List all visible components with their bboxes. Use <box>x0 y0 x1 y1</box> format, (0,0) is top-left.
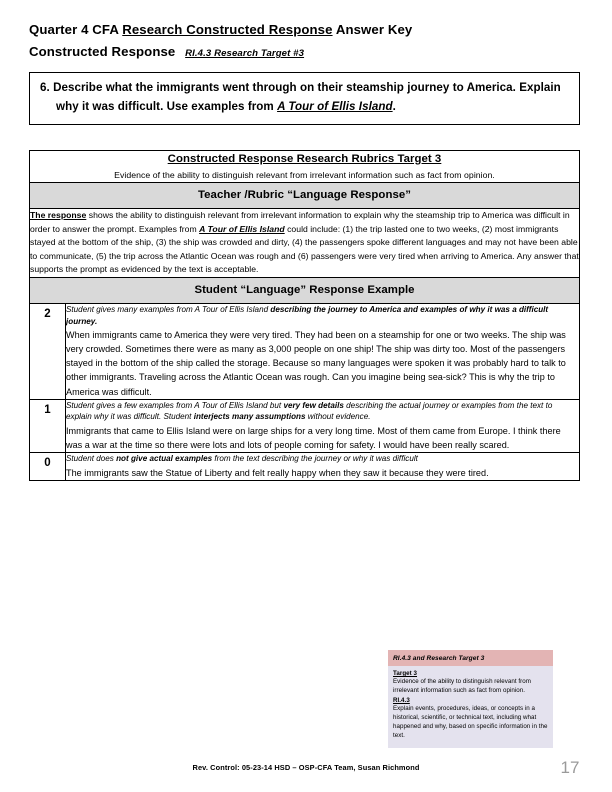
header-line-1 <box>29 20 583 40</box>
rubric-subtitle: Evidence of the ability to distinguish relevant from irrelevant information such as fact from opinion. <box>114 170 495 180</box>
teacher-body-part-1: shows the ability to distinguish relevant from irrelevant information to explain why the steamship trip to America was difficult in order to answer the prompt. Examples from <box>30 210 570 234</box>
response-cell-1 <box>66 399 580 452</box>
criteria-part-1: Student gives a few examples from A Tour of Ellis Island but <box>66 400 284 410</box>
criteria-part-1: Student does <box>66 454 117 463</box>
criteria-emphasis-2: interjects many assumptions <box>193 412 306 422</box>
rubric-title: Constructed Response Research Rubrics Target 3 <box>167 153 442 165</box>
question-prompt-text <box>40 79 569 116</box>
footer-revision-control: Rev. Control: 05-23-14 HSD – OSP-CFA Team, Susan Richmond <box>192 763 420 772</box>
header-quarter-label: Quarter 4 CFA <box>29 22 119 37</box>
question-number: 6. <box>40 81 50 94</box>
response-cell-2 <box>66 303 580 399</box>
criteria-text <box>66 304 579 327</box>
rubric-table <box>29 150 580 481</box>
callout-standard-label: RI.4.3 <box>393 697 410 705</box>
question-text-part-2: . <box>392 99 396 113</box>
score-value: 2 <box>44 307 51 320</box>
response-cell-0 <box>66 453 580 481</box>
page-number: 17 <box>560 758 580 777</box>
callout-body <box>388 666 553 748</box>
rubric-title-row <box>30 151 580 183</box>
criteria-part-2: describing the actual journey or examples from the text to explain why it was difficult. Student <box>66 400 553 422</box>
criteria-text <box>66 453 579 465</box>
table-row <box>30 399 580 452</box>
table-row <box>30 303 580 399</box>
criteria-part-2: from the text describing the journey or why it was difficult <box>212 454 418 463</box>
standards-callout-box <box>388 650 553 748</box>
score-value: 1 <box>44 403 51 416</box>
header-answer-key-label: Answer Key <box>335 22 413 37</box>
teacher-body-part-2: could include: (1) the trip lasted one to two weeks, (2) most immigrants stayed at the bottom of the ship, (3) the ship was crowded and dirty, (4) the passengers spoke different languages and may not have been able to communicate, (5) the trip across the Atlantic Ocean was rough and (6) passengers were very tired when arriving to America. Any answer that supports the prompt as evidenced by the text is acceptable. <box>30 223 579 275</box>
teacher-band-cell <box>30 183 580 209</box>
score-cell-1 <box>30 399 66 452</box>
callout-standard-text: Explain events, procedures, ideas, or concepts in a historical, scientific, or technical text, including what happened and why, based on specific information in the text. <box>393 705 548 739</box>
student-band-label: Student “Language” Response Example <box>194 283 415 296</box>
table-row <box>30 453 580 481</box>
criteria-emphasis: very few details <box>283 400 344 410</box>
header-line-2 <box>29 42 583 64</box>
callout-target-label: Target 3 <box>393 670 418 677</box>
teacher-body-book-title: A Tour of Ellis Island <box>199 223 285 234</box>
rubric-title-cell <box>30 151 580 183</box>
teacher-body-cell <box>30 209 580 278</box>
callout-heading: RI.4.3 and Research Target 3 <box>388 650 553 666</box>
sample-response-text: The immigrants saw the Statue of Liberty and felt really happy when they saw it because they were tired. <box>66 467 489 478</box>
score-cell-2 <box>30 303 66 399</box>
callout-target-text: Evidence of the ability to distinguish relevant from irrelevant information such as fact from opinion. <box>393 678 531 694</box>
teacher-body-text <box>30 209 579 277</box>
sample-response-text: Immigrants that came to Ellis Island were on large ships for a very long time. Most of them came from Europe. I think there was a war at the time so there were lots and lots of people coming for safety. I would have been really scared. <box>66 425 561 450</box>
score-value: 0 <box>44 457 51 469</box>
question-prompt-box <box>29 72 580 125</box>
teacher-band-row <box>30 183 580 209</box>
student-band-cell <box>30 277 580 303</box>
sample-response-text: When immigrants came to America they were very tired. They had been on a steamship for one or two weeks. The ship was very crowded. Sometimes there were as many as 3,000 people on one ship! The ship was dirty too. Most of the passengers stayed in the bottom of the ship called the storage. Because so many languages were spoken it was probably hard to talk to other immigrants. Traveling across the Atlantic Ocean was rough. Can you imagine being sea-sick? This is why the trip to America was difficult. <box>66 330 566 397</box>
criteria-emphasis: not give actual examples <box>116 454 213 463</box>
question-text-part-1: Describe what the immigrants went through on their steamship journey to America. Explain why it was difficult. Use examples from <box>53 81 561 113</box>
question-book-title: A Tour of Ellis Island <box>277 99 393 113</box>
header-section-title: Constructed Response <box>29 44 176 59</box>
criteria-part-1: Student gives many examples from A Tour of Ellis Island <box>66 304 271 314</box>
criteria-emphasis: describing the journey to America and examples of why it was a difficult journey. <box>66 304 549 326</box>
score-cell-0 <box>30 453 66 481</box>
teacher-body-row <box>30 209 580 278</box>
teacher-band-label: Teacher /Rubric “Language Response” <box>198 189 411 201</box>
criteria-text <box>66 400 579 423</box>
teacher-body-lead: The response <box>30 210 87 220</box>
document-header <box>29 20 583 64</box>
criteria-part-3: without evidence. <box>305 412 371 422</box>
student-band-row <box>30 277 580 303</box>
header-standard-code: RI.4.3 Research Target #3 <box>185 48 305 59</box>
header-assessment-title: Research Constructed Response <box>122 22 333 37</box>
